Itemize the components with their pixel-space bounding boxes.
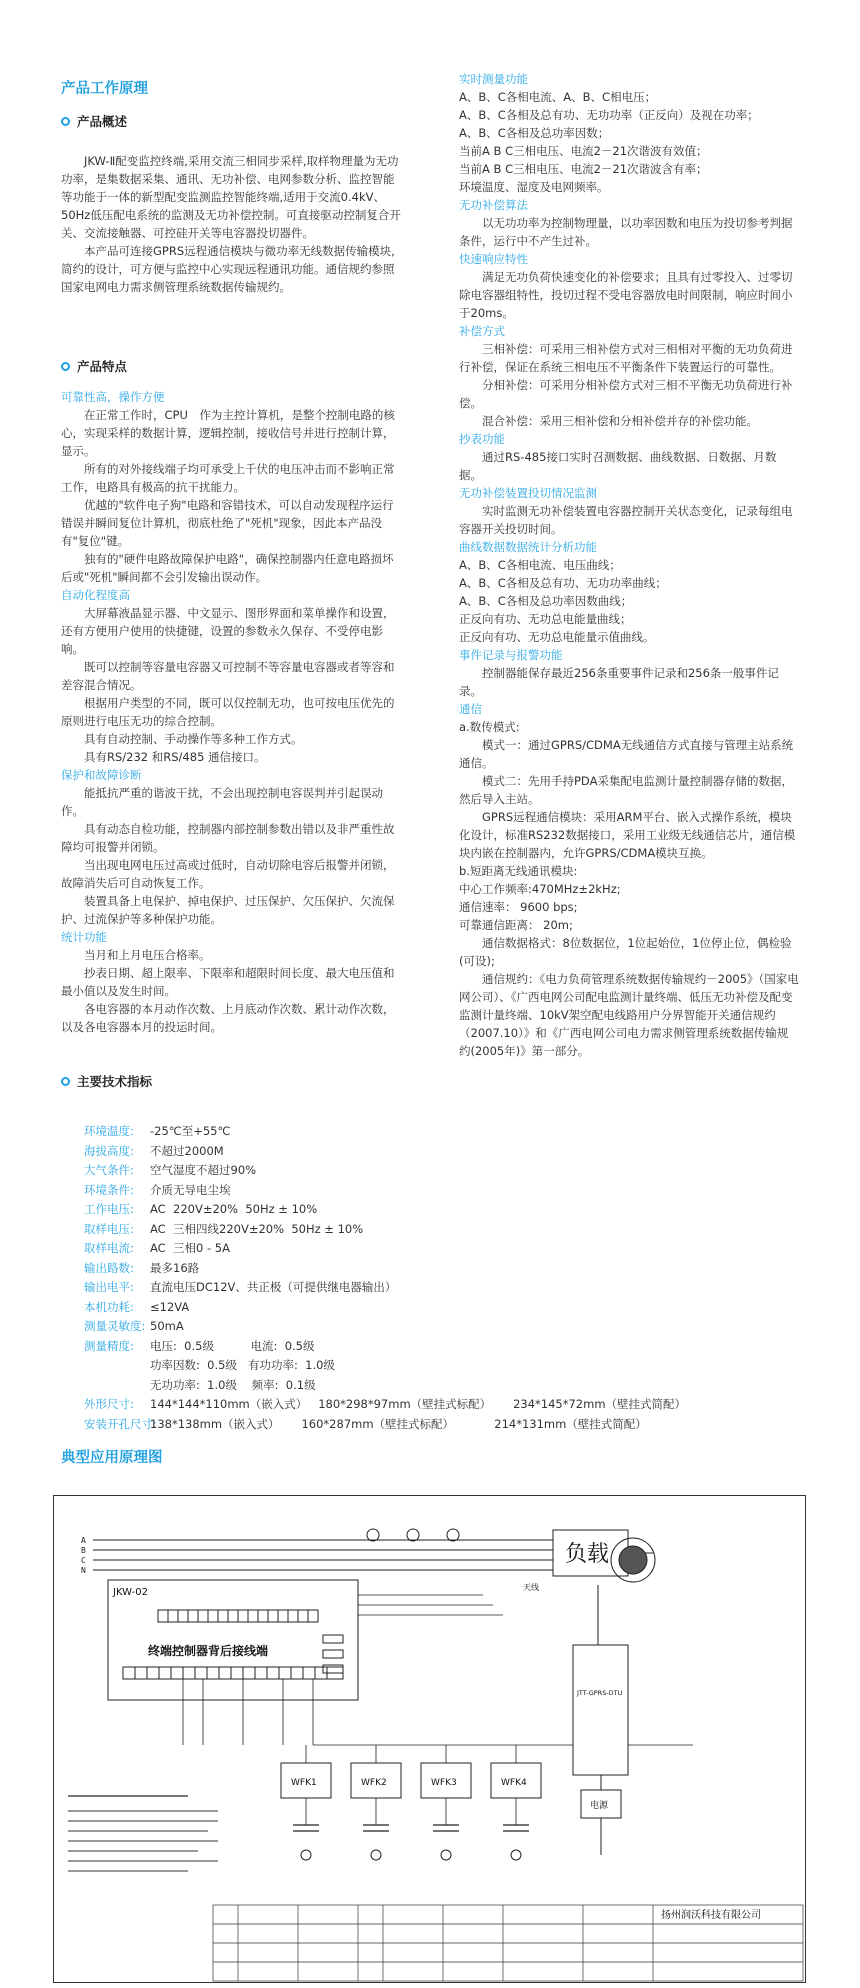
spec-label: 测量灵敏度: xyxy=(84,1319,146,1333)
spec-row xyxy=(84,1220,686,1240)
svg-text:C: C xyxy=(81,1556,86,1565)
paragraph: 具有动态自检功能，控制器内部控制参数出错以及非严重性故障均可报警并闭锁。 xyxy=(61,822,395,854)
section-title-working-principle: 产品工作原理 xyxy=(61,81,148,97)
spec-label: 环境温度: xyxy=(84,1124,134,1138)
feature-subheading: 无功补偿算法 xyxy=(459,198,528,212)
feature-line: b.短距离无线通讯模块: xyxy=(459,864,578,878)
paragraph: 通信数据格式：8位数据位，1位起始位，1位停止位，偶检验(可设); xyxy=(459,936,792,968)
specs-heading-text: 主要技术指标 xyxy=(77,1074,153,1089)
paragraph: 抄表日期、超上限率、下限率和超限时间长度、最大电压值和最小值以及发生时间。 xyxy=(61,966,395,998)
paragraph: 通过RS-485接口实时召测数据、曲线数据、日数据、月数据。 xyxy=(459,450,777,482)
spec-label: 输出电平: xyxy=(84,1280,134,1294)
load-label: 负载 xyxy=(565,1542,610,1567)
feature-line: a.数传模式: xyxy=(459,720,520,734)
module-label: JTT-GPRS-DTU xyxy=(577,1689,623,1697)
paragraph: 在正常工作时，CPU 作为主控计算机，是整个控制电路的核心，实现采样的数据计算，逻辑控制，接收信号并进行控制计算，显示。 xyxy=(61,408,395,458)
specs-heading xyxy=(61,1072,152,1090)
spec-row xyxy=(84,1239,686,1259)
svg-text:N: N xyxy=(81,1566,86,1575)
paragraph: 能抵抗严重的谐波干扰，不会出现控制电容误判并引起误动作。 xyxy=(61,786,383,818)
spec-value: 电压: 0.5级 电流: 0.5级 xyxy=(150,1338,315,1353)
spec-value: AC 220V±20% 50Hz ± 10% xyxy=(150,1202,318,1216)
feature-line: A、B、C各相及总有功、无功功率（正反向）及视在功率； xyxy=(459,108,759,122)
feature-line: A、B、C各相电流、A、B、C相电压； xyxy=(459,90,657,104)
spec-label: 取样电流: xyxy=(84,1241,134,1255)
spec-value: 无功功率: 1.0级 频率: 0.1级 xyxy=(150,1377,316,1392)
wfk1-label: WFK1 xyxy=(291,1778,317,1788)
spec-value: -25℃至+55℃ xyxy=(150,1124,231,1138)
spec-label: 安装开孔尺寸: xyxy=(84,1416,157,1431)
feature-subheading: 通信 xyxy=(459,702,482,716)
spec-label: 输出路数: xyxy=(84,1260,134,1275)
paragraph: 大屏幕液晶显示器、中文显示、图形界面和菜单操作和设置，还有方便用户使用的快捷键，设置的参数永久保存、不受停电影响。 xyxy=(61,606,395,656)
spec-label: 外形尺寸: xyxy=(84,1397,134,1411)
spec-label xyxy=(84,1376,150,1396)
spec-row xyxy=(84,1259,686,1279)
feature-line: A、B、C各相及总功率因数； xyxy=(459,126,610,140)
features-right-column xyxy=(459,70,799,1060)
spec-row xyxy=(84,1317,686,1337)
spec-label: 环境条件: xyxy=(84,1182,134,1197)
bullet-icon xyxy=(61,117,70,126)
spec-label: 海拔高度: xyxy=(84,1143,134,1158)
feature-line: 中心工作频率:470MHz±2kHz; xyxy=(459,882,621,896)
spec-row xyxy=(84,1376,686,1396)
features-heading-text: 产品特点 xyxy=(77,359,128,374)
spec-value: 144*144*110mm（嵌入式） 180*298*97mm（壁挂式标配） 234*145*72mm（壁挂式简配） xyxy=(150,1397,687,1411)
spec-row xyxy=(84,1278,686,1298)
spec-value: 最多16路 xyxy=(150,1260,200,1275)
spec-label: 本机功耗: xyxy=(84,1299,134,1314)
spec-label: 大气条件: xyxy=(84,1163,134,1177)
feature-line: 环境温度、湿度及电网频率。 xyxy=(459,180,609,194)
wfk3-label: WFK3 xyxy=(431,1778,457,1788)
paragraph: 模式二：先用手持PDA采集配电监测计量控制器存储的数据，然后导入主站。 xyxy=(459,774,793,806)
feature-subheading: 快速响应特性 xyxy=(459,252,528,266)
paragraph: 既可以控制等容量电容器又可控制不等容量电容器或者等容和差容混合情况。 xyxy=(61,660,395,692)
paragraph: 通信规约：《电力负荷管理系统数据传输规约－2005》（国家电网公司）、《广西电网公司配电监测计量终端、低压无功补偿及配变监测计量终端、10kV架空配电线路用户分界智能开关通信规约（2007.10）》和《广西电网公司电力需求侧管理系统数据传输规约(2005年)》第一部分。 xyxy=(459,972,799,1058)
feature-line: A、B、C各相及总有功、无功功率曲线； xyxy=(459,576,667,590)
feature-line: 可靠通信距离： 20m; xyxy=(459,918,573,932)
feature-subheading: 可靠性高，操作方便 xyxy=(61,390,165,404)
company-name: 扬州润沃科技有限公司 xyxy=(661,1910,761,1921)
spec-row xyxy=(84,1200,686,1220)
specs-list xyxy=(84,1122,686,1434)
paragraph: 当出现电网电压过高或过低时，自动切除电容后报警并闭锁，故障消失后可自动恢复工作。 xyxy=(61,858,395,890)
svg-text:B: B xyxy=(81,1546,86,1555)
feature-subheading: 自动化程度高 xyxy=(61,588,130,602)
feature-subheading: 保护和故障诊断 xyxy=(61,768,142,782)
overview-text xyxy=(61,152,401,296)
feature-subheading: 统计功能 xyxy=(61,930,107,944)
wfk4-label: WFK4 xyxy=(501,1778,527,1788)
feature-line: 正反向有功、无功总电能量曲线； xyxy=(459,612,632,626)
paragraph: 具有自动控制、手动操作等多种工作方式。 xyxy=(84,732,303,746)
feature-subheading: 曲线数据数据统计分析功能 xyxy=(459,540,597,554)
paragraph: 当月和上月电压合格率。 xyxy=(84,948,211,962)
paragraph: 实时监测无功补偿装置电容器控制开关状态变化，记录每组电容器开关投切时间。 xyxy=(459,504,793,536)
feature-subheading: 事件记录与报警功能 xyxy=(459,648,563,662)
paragraph: 装置具备上电保护、掉电保护、过压保护、欠压保护、欠流保护、过流保护等多种保护功能。 xyxy=(61,894,395,926)
spec-label: 取样电压: xyxy=(84,1221,134,1236)
spec-value: 直流电压DC12V、共正极（可提供继电器输出） xyxy=(150,1280,397,1294)
svg-text:A: A xyxy=(81,1536,86,1545)
spec-value: 138*138mm（嵌入式） 160*287mm（壁挂式标配） 214*131mm（壁挂式简配） xyxy=(150,1416,647,1431)
paragraph: 独有的"硬件电路故障保护电路"，确保控制器内任意电路损坏后或"死机"瞬间都不会引发输出误动作。 xyxy=(61,552,394,584)
bullet-icon xyxy=(61,362,70,371)
spec-value: AC 三相0 - 5A xyxy=(150,1241,230,1255)
feature-line: 正反向有功、无功总电能量示值曲线。 xyxy=(459,630,655,644)
feature-subheading: 补偿方式 xyxy=(459,324,505,338)
feature-line: 当前A B C三相电压、电流2－21次谐波有效值； xyxy=(459,144,708,158)
spec-row xyxy=(84,1337,686,1357)
paragraph: 以无功功率为控制物理量，以功率因数和电压为投切参考判据条件，运行中不产生过补。 xyxy=(459,216,793,248)
spec-row xyxy=(84,1415,686,1435)
spec-value: 空气湿度不超过90% xyxy=(150,1163,257,1177)
application-wiring-diagram xyxy=(53,1495,806,1983)
spec-row xyxy=(84,1181,686,1201)
paragraph: 根据用户类型的不同，既可以仅控制无功，也可按电压优先的原则进行电压无功的综合控制。 xyxy=(61,696,395,728)
paragraph: 优越的"软件电子狗"电路和容错技术，可以自动发现程序运行错误并瞬间复位计算机，彻底杜绝了"死机"现象，因此本产品没有"复位"键。 xyxy=(61,498,394,548)
paragraph: 具有RS/232 和RS/485 通信接口。 xyxy=(84,750,266,764)
spec-row xyxy=(84,1298,686,1318)
terminal-title: 终端控制器背后接线端 xyxy=(148,1644,269,1658)
feature-subheading: 实时测量功能 xyxy=(459,72,528,86)
paragraph: 混合补偿：采用三相补偿和分相补偿并存的补偿功能。 xyxy=(482,414,758,428)
power-label: 电源 xyxy=(590,1801,609,1811)
feature-line: 通信速率： 9600 bps; xyxy=(459,900,578,914)
paragraph: 各电容器的本月动作次数、上月底动作次数、累计动作次数，以及各电容器本月的投运时间。 xyxy=(61,1002,395,1034)
model-label: JKW-02 xyxy=(113,1587,148,1598)
spec-value: 介质无导电尘埃 xyxy=(150,1182,231,1197)
features-heading xyxy=(61,357,127,375)
features-left-column xyxy=(61,388,401,1036)
overview-paragraph: 本产品可连接GPRS远程通信模块与微功率无线数据传输模块,简约的设计，可方便与监控中心实现远程通讯功能。通信规约参照国家电网电力需求侧管理系统数据传输规约。 xyxy=(61,244,395,294)
spec-row xyxy=(84,1122,686,1142)
paragraph: 分相补偿：可采用分相补偿方式对三相不平衡无功负荷进行补偿。 xyxy=(459,378,793,410)
feature-line: 当前A B C三相电压、电流2－21次谐波含有率； xyxy=(459,162,708,176)
section-title-typical-application: 典型应用原理图 xyxy=(61,1450,163,1466)
spec-value: ≤12VA xyxy=(150,1299,190,1314)
paragraph: 模式一：通过GPRS/CDMA无线通信方式直接与管理主站系统通信。 xyxy=(459,738,794,770)
feature-subheading: 无功补偿装置投切情况监测 xyxy=(459,486,597,500)
bullet-icon xyxy=(61,1077,70,1086)
paragraph: 三相补偿：可采用三相补偿方式对三相相对平衡的无功负荷进行补偿，保证在系统三相电压不平衡条件下装置运行的可靠性。 xyxy=(459,342,793,374)
spec-value: 功率因数: 0.5级 有功功率: 1.0级 xyxy=(150,1358,335,1372)
spec-value: 不超过2000M xyxy=(150,1143,224,1158)
spec-row xyxy=(84,1395,686,1415)
spec-label: 工作电压: xyxy=(84,1202,134,1216)
spec-row xyxy=(84,1142,686,1162)
spec-row xyxy=(84,1161,686,1181)
spec-label xyxy=(84,1356,150,1376)
paragraph: 所有的对外接线端子均可承受上千伏的电压冲击而不影响正常工作，电路具有极高的抗干扰能力。 xyxy=(61,462,395,494)
feature-line: A、B、C各相及总功率因数曲线； xyxy=(459,594,633,608)
antenna-label: 天线 xyxy=(523,1583,539,1592)
overview-heading-text: 产品概述 xyxy=(77,114,128,129)
overview-heading xyxy=(61,112,127,130)
spec-row xyxy=(84,1356,686,1376)
spec-value: AC 三相四线220V±20% 50Hz ± 10% xyxy=(150,1221,364,1236)
spec-label: 测量精度: xyxy=(84,1338,134,1353)
spec-value: 50mA xyxy=(150,1319,184,1333)
paragraph: 满足无功负荷快速变化的补偿要求；且具有过零投入、过零切除电容器组特性，投切过程不受电容器放电时间限制，响应时间小于20ms。 xyxy=(459,270,793,320)
paragraph: GPRS远程通信模块：采用ARM平台、嵌入式操作系统，模块化设计，标准RS232数据接口，采用工业级无线通信芯片，通信模块内嵌在控制器内，允许GPRS/CDMA模块互换。 xyxy=(459,810,796,860)
feature-subheading: 抄表功能 xyxy=(459,432,505,446)
overview-paragraph: JKW-Ⅱ配变监控终端,采用交流三相同步采样,取样物理量为无功功率，是集数据采集、通讯、无功补偿、电网参数分析、监控智能等功能于一体的新型配变监测监控智能终端,适用于交流0.4kV、50Hz低压配电系统的监测及无功补偿控制。可直接驱动控制复合开关、交流接触器、可控硅开关等电容器投切器件。 xyxy=(61,154,401,240)
paragraph: 控制器能保存最近256条重要事件记录和256条一般事件记录。 xyxy=(459,666,779,698)
wfk2-label: WFK2 xyxy=(361,1778,387,1788)
feature-line: A、B、C各相电流、电压曲线； xyxy=(459,558,621,572)
